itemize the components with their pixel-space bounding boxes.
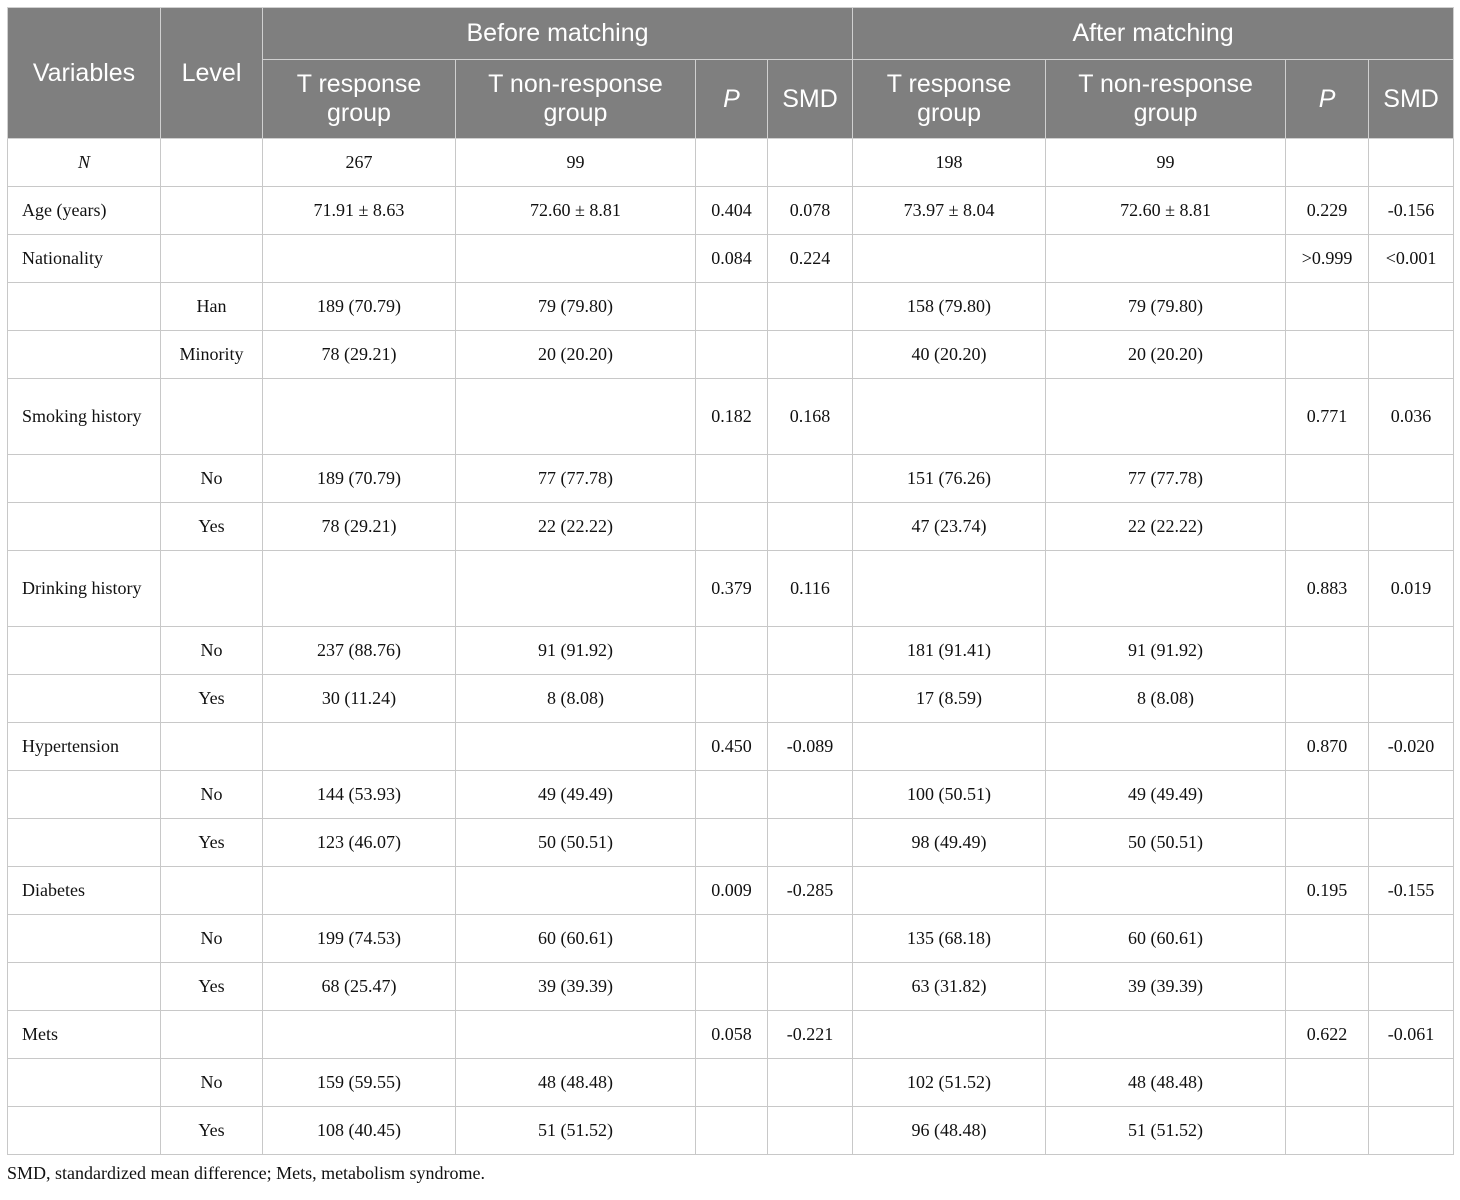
header-before-t-response: T response group (263, 60, 456, 139)
cell-after-smd (1369, 771, 1454, 819)
cell-before-p (696, 915, 768, 963)
header-after-matching: After matching (853, 8, 1454, 60)
cell-after-smd (1369, 1107, 1454, 1155)
cell-before-t-response: 189 (70.79) (263, 283, 456, 331)
cell-after-p: 0.622 (1286, 1011, 1369, 1059)
cell-before-smd (768, 331, 853, 379)
cell-after-t-response: 98 (49.49) (853, 819, 1046, 867)
cell-after-t-response: 73.97 ± 8.04 (853, 187, 1046, 235)
cell-level: No (161, 915, 263, 963)
cell-after-smd (1369, 627, 1454, 675)
cell-level (161, 235, 263, 283)
table-row (8, 1011, 1454, 1059)
cell-variable (8, 331, 161, 379)
cell-before-t-response: 108 (40.45) (263, 1107, 456, 1155)
header-before-matching: Before matching (263, 8, 853, 60)
cell-variable: Mets (8, 1011, 161, 1059)
cell-after-t-non-response: 48 (48.48) (1046, 1059, 1286, 1107)
cell-before-t-non-response: 20 (20.20) (456, 331, 696, 379)
cell-before-t-response: 30 (11.24) (263, 675, 456, 723)
cell-level (161, 1011, 263, 1059)
cell-before-p (696, 963, 768, 1011)
cell-variable (8, 627, 161, 675)
cell-level (161, 723, 263, 771)
cell-after-smd (1369, 963, 1454, 1011)
cell-after-p (1286, 819, 1369, 867)
cell-after-smd (1369, 915, 1454, 963)
cell-after-smd (1369, 139, 1454, 187)
cell-variable (8, 455, 161, 503)
cell-after-smd (1369, 455, 1454, 503)
cell-variable (8, 771, 161, 819)
cell-after-t-non-response (1046, 723, 1286, 771)
cell-before-p (696, 455, 768, 503)
cell-before-smd (768, 1059, 853, 1107)
table-row (8, 963, 1454, 1011)
cell-before-t-non-response: 91 (91.92) (456, 627, 696, 675)
cell-variable (8, 503, 161, 551)
cell-before-t-response (263, 235, 456, 283)
cell-before-t-non-response (456, 867, 696, 915)
cell-after-p: 0.870 (1286, 723, 1369, 771)
cell-before-t-response: 78 (29.21) (263, 331, 456, 379)
cell-before-p (696, 819, 768, 867)
cell-after-t-response: 158 (79.80) (853, 283, 1046, 331)
cell-after-t-non-response (1046, 551, 1286, 627)
cell-before-t-response: 267 (263, 139, 456, 187)
table-row (8, 503, 1454, 551)
cell-before-smd: -0.221 (768, 1011, 853, 1059)
cell-before-t-response: 78 (29.21) (263, 503, 456, 551)
cell-after-t-response (853, 235, 1046, 283)
table-row (8, 723, 1454, 771)
cell-after-t-non-response (1046, 379, 1286, 455)
header-after-p: P (1286, 60, 1369, 139)
cell-after-p: >0.999 (1286, 235, 1369, 283)
table-row (8, 455, 1454, 503)
cell-after-p (1286, 627, 1369, 675)
table-row (8, 1107, 1454, 1155)
cell-before-t-non-response (456, 551, 696, 627)
cell-before-p: 0.084 (696, 235, 768, 283)
cell-before-smd (768, 915, 853, 963)
header-level: Level (161, 8, 263, 139)
header-before-p: P (696, 60, 768, 139)
cell-before-smd: 0.168 (768, 379, 853, 455)
table-body (8, 139, 1454, 1155)
cell-after-t-response (853, 1011, 1046, 1059)
cell-after-smd: 0.036 (1369, 379, 1454, 455)
cell-after-p: 0.771 (1286, 379, 1369, 455)
cell-after-t-non-response: 60 (60.61) (1046, 915, 1286, 963)
cell-after-t-response (853, 867, 1046, 915)
cell-before-t-response (263, 379, 456, 455)
cell-before-t-response: 159 (59.55) (263, 1059, 456, 1107)
cell-level: Han (161, 283, 263, 331)
cell-after-p (1286, 139, 1369, 187)
cell-before-t-response: 199 (74.53) (263, 915, 456, 963)
cell-before-p (696, 283, 768, 331)
table-row (8, 283, 1454, 331)
cell-before-t-response: 71.91 ± 8.63 (263, 187, 456, 235)
cell-before-t-non-response (456, 1011, 696, 1059)
cell-level (161, 187, 263, 235)
cell-before-smd (768, 1107, 853, 1155)
cell-after-t-response (853, 551, 1046, 627)
cell-after-t-non-response: 22 (22.22) (1046, 503, 1286, 551)
cell-before-p: 0.009 (696, 867, 768, 915)
cell-after-smd (1369, 283, 1454, 331)
cell-before-smd (768, 283, 853, 331)
cell-after-t-non-response: 51 (51.52) (1046, 1107, 1286, 1155)
cell-before-p: 0.182 (696, 379, 768, 455)
cell-variable (8, 819, 161, 867)
cell-before-p: 0.058 (696, 1011, 768, 1059)
cell-before-smd (768, 503, 853, 551)
cell-before-t-response (263, 723, 456, 771)
table-header (8, 8, 1454, 139)
cell-level: Minority (161, 331, 263, 379)
cell-variable: Diabetes (8, 867, 161, 915)
cell-level (161, 379, 263, 455)
cell-after-t-non-response (1046, 867, 1286, 915)
cell-before-p: 0.404 (696, 187, 768, 235)
header-after-smd: SMD (1369, 60, 1454, 139)
table-row (8, 379, 1454, 455)
cell-after-t-response (853, 723, 1046, 771)
cell-after-t-non-response: 79 (79.80) (1046, 283, 1286, 331)
cell-before-smd: 0.116 (768, 551, 853, 627)
cell-after-p (1286, 331, 1369, 379)
cell-before-t-non-response: 77 (77.78) (456, 455, 696, 503)
cell-level (161, 867, 263, 915)
cell-before-t-non-response: 79 (79.80) (456, 283, 696, 331)
cell-before-p (696, 1107, 768, 1155)
cell-after-p: 0.229 (1286, 187, 1369, 235)
cell-after-smd (1369, 1059, 1454, 1107)
cell-before-t-non-response: 49 (49.49) (456, 771, 696, 819)
cell-before-t-non-response (456, 379, 696, 455)
cell-after-t-response: 102 (51.52) (853, 1059, 1046, 1107)
cell-before-t-non-response (456, 235, 696, 283)
cell-level: Yes (161, 503, 263, 551)
cell-before-t-non-response: 22 (22.22) (456, 503, 696, 551)
table-row (8, 1059, 1454, 1107)
cell-before-smd (768, 675, 853, 723)
cell-after-p (1286, 1107, 1369, 1155)
table-row (8, 771, 1454, 819)
cell-before-p (696, 331, 768, 379)
cell-after-smd: <0.001 (1369, 235, 1454, 283)
cell-before-p (696, 1059, 768, 1107)
cell-after-smd (1369, 675, 1454, 723)
cell-before-smd: 0.078 (768, 187, 853, 235)
cell-before-t-response (263, 867, 456, 915)
cell-level: No (161, 455, 263, 503)
cell-variable: Age (years) (8, 187, 161, 235)
cell-before-t-non-response: 60 (60.61) (456, 915, 696, 963)
cell-after-t-response: 151 (76.26) (853, 455, 1046, 503)
cell-level: Yes (161, 1107, 263, 1155)
cell-after-p: 0.195 (1286, 867, 1369, 915)
cell-level: Yes (161, 819, 263, 867)
cell-level (161, 551, 263, 627)
cell-after-t-non-response: 20 (20.20) (1046, 331, 1286, 379)
cell-after-p (1286, 455, 1369, 503)
table-row (8, 551, 1454, 627)
cell-after-t-non-response: 72.60 ± 8.81 (1046, 187, 1286, 235)
cell-before-t-response: 68 (25.47) (263, 963, 456, 1011)
cell-before-t-non-response: 72.60 ± 8.81 (456, 187, 696, 235)
cell-after-p (1286, 1059, 1369, 1107)
cell-before-p: 0.450 (696, 723, 768, 771)
table-row (8, 235, 1454, 283)
cell-after-t-non-response: 49 (49.49) (1046, 771, 1286, 819)
cell-after-t-response: 40 (20.20) (853, 331, 1046, 379)
cell-before-t-response: 123 (46.07) (263, 819, 456, 867)
cell-level: No (161, 771, 263, 819)
cell-variable: Hypertension (8, 723, 161, 771)
cell-before-t-response: 237 (88.76) (263, 627, 456, 675)
cell-after-smd: -0.155 (1369, 867, 1454, 915)
cell-before-smd (768, 963, 853, 1011)
cell-after-t-non-response: 8 (8.08) (1046, 675, 1286, 723)
table-row (8, 867, 1454, 915)
cell-variable (8, 915, 161, 963)
cell-after-smd: 0.019 (1369, 551, 1454, 627)
cell-before-smd: -0.285 (768, 867, 853, 915)
cell-before-t-non-response: 99 (456, 139, 696, 187)
header-before-t-non-response: T non-response group (456, 60, 696, 139)
cell-after-t-response: 96 (48.48) (853, 1107, 1046, 1155)
cell-before-p (696, 503, 768, 551)
cell-level: Yes (161, 675, 263, 723)
cell-variable: N (8, 139, 161, 187)
cell-after-p (1286, 963, 1369, 1011)
cell-after-t-response: 100 (50.51) (853, 771, 1046, 819)
cell-after-p (1286, 283, 1369, 331)
cell-after-t-response: 135 (68.18) (853, 915, 1046, 963)
cell-after-t-response: 47 (23.74) (853, 503, 1046, 551)
cell-before-smd (768, 455, 853, 503)
cell-variable (8, 963, 161, 1011)
cell-after-smd: -0.020 (1369, 723, 1454, 771)
cell-before-smd (768, 819, 853, 867)
cell-after-t-non-response: 99 (1046, 139, 1286, 187)
cell-after-smd (1369, 819, 1454, 867)
cell-before-t-non-response: 50 (50.51) (456, 819, 696, 867)
cell-before-t-non-response: 8 (8.08) (456, 675, 696, 723)
cell-after-t-response: 198 (853, 139, 1046, 187)
cell-after-t-non-response: 91 (91.92) (1046, 627, 1286, 675)
cell-before-p (696, 627, 768, 675)
cell-variable (8, 1107, 161, 1155)
cell-before-t-response: 144 (53.93) (263, 771, 456, 819)
cell-after-smd: -0.061 (1369, 1011, 1454, 1059)
table-row (8, 331, 1454, 379)
cell-after-p (1286, 771, 1369, 819)
cell-level: No (161, 627, 263, 675)
table-row (8, 627, 1454, 675)
cell-before-p (696, 139, 768, 187)
header-variables: Variables (8, 8, 161, 139)
cell-variable: Smoking history (8, 379, 161, 455)
cell-after-t-non-response: 50 (50.51) (1046, 819, 1286, 867)
cell-before-t-response: 189 (70.79) (263, 455, 456, 503)
cell-after-p: 0.883 (1286, 551, 1369, 627)
cell-before-t-response (263, 551, 456, 627)
cell-before-t-non-response: 48 (48.48) (456, 1059, 696, 1107)
cell-variable (8, 283, 161, 331)
table-row (8, 139, 1454, 187)
cell-level: Yes (161, 963, 263, 1011)
cell-before-t-non-response (456, 723, 696, 771)
header-after-t-response: T response group (853, 60, 1046, 139)
cell-after-t-non-response: 77 (77.78) (1046, 455, 1286, 503)
cell-before-t-response (263, 1011, 456, 1059)
cell-level (161, 139, 263, 187)
cell-before-t-non-response: 51 (51.52) (456, 1107, 696, 1155)
cell-after-t-response (853, 379, 1046, 455)
cell-after-t-response: 17 (8.59) (853, 675, 1046, 723)
header-after-t-non-response: T non-response group (1046, 60, 1286, 139)
cell-after-p (1286, 503, 1369, 551)
cell-after-p (1286, 915, 1369, 963)
cell-before-smd (768, 627, 853, 675)
cell-variable: Nationality (8, 235, 161, 283)
cell-variable (8, 1059, 161, 1107)
cell-after-smd (1369, 331, 1454, 379)
cell-after-t-non-response: 39 (39.39) (1046, 963, 1286, 1011)
cell-variable: Drinking history (8, 551, 161, 627)
cell-before-smd (768, 771, 853, 819)
table-row (8, 915, 1454, 963)
cell-after-t-non-response (1046, 235, 1286, 283)
cell-before-p (696, 771, 768, 819)
cell-after-t-response: 181 (91.41) (853, 627, 1046, 675)
cell-after-smd: -0.156 (1369, 187, 1454, 235)
cell-before-p: 0.379 (696, 551, 768, 627)
table-row (8, 819, 1454, 867)
cell-before-p (696, 675, 768, 723)
table-container (7, 7, 1453, 1184)
cell-before-t-non-response: 39 (39.39) (456, 963, 696, 1011)
table-footnote: SMD, standardized mean difference; Mets, metabolism syndrome. (7, 1163, 486, 1183)
cell-before-smd: 0.224 (768, 235, 853, 283)
table-row (8, 187, 1454, 235)
matching-table (7, 7, 1454, 1155)
header-before-smd: SMD (768, 60, 853, 139)
cell-after-smd (1369, 503, 1454, 551)
cell-after-t-non-response (1046, 1011, 1286, 1059)
cell-before-smd (768, 139, 853, 187)
cell-after-p (1286, 675, 1369, 723)
cell-after-t-response: 63 (31.82) (853, 963, 1046, 1011)
cell-before-smd: -0.089 (768, 723, 853, 771)
cell-level: No (161, 1059, 263, 1107)
cell-variable (8, 675, 161, 723)
table-row (8, 675, 1454, 723)
